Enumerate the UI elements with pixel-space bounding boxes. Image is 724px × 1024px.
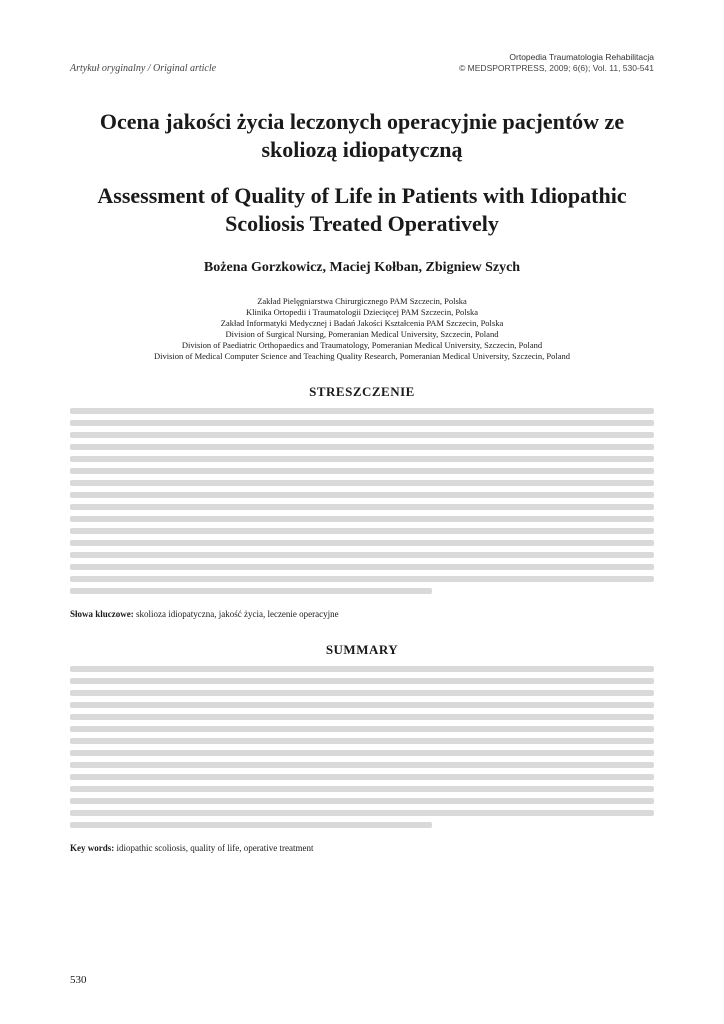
keywords-label: Key words: <box>70 843 115 853</box>
article-page <box>70 52 654 854</box>
affiliation: Division of Paediatric Orthopaedics and Traumatology, Pomeranian Medical University, Szczecin, Poland <box>181 340 543 350</box>
affiliation-list <box>70 296 654 362</box>
affiliation: Klinika Ortopedii i Traumatologii Dziecięcej PAM Szczecin, Polska <box>246 307 478 317</box>
keywords-label: Słowa kluczowe: <box>70 609 134 619</box>
keywords-value: skolioza idiopatyczna, jakość życia, leczenie operacyjne <box>136 609 339 619</box>
keywords-value: idiopathic scoliosis, quality of life, operative treatment <box>116 843 314 853</box>
affiliation: Zakład Pielęgniarstwa Chirurgicznego PAM Szczecin, Polska <box>257 296 467 306</box>
streszczenie-heading: STRESZCZENIE <box>309 384 415 399</box>
running-header <box>70 52 654 74</box>
article-type: Artykuł oryginalny / Original article <box>70 63 217 74</box>
title-polish: Ocena jakości życia leczonych operacyjnie pacjentów ze skoliozą idiopatyczną <box>99 109 625 162</box>
author-list: Bożena Gorzkowicz, Maciej Kołban, Zbigniew Szych <box>203 260 521 275</box>
issue-info: © MEDSPORTPRESS, 2009; 6(6); Vol. 11, 530-541 <box>459 63 654 73</box>
summary-heading: SUMMARY <box>325 642 399 657</box>
abstract-polish-placeholder <box>70 408 654 594</box>
affiliation: Division of Surgical Nursing, Pomeranian Medical University, Szczecin, Poland <box>225 329 499 339</box>
journal-info <box>459 52 654 74</box>
page-number: 530 <box>70 974 87 986</box>
abstract-english-placeholder <box>70 666 654 828</box>
affiliation: Division of Medical Computer Science and Teaching Quality Research, Pomeranian Medical University, Szczecin, Poland <box>153 351 571 361</box>
affiliation: Zakład Informatyki Medycznej i Badań Jakości Kształcenia PAM Szczecin, Polska <box>220 318 504 328</box>
keywords-polish <box>70 608 654 620</box>
journal-name: Ortopedia Traumatologia Rehabilitacja <box>509 52 654 62</box>
title-english: Assessment of Quality of Life in Patients with Idiopathic Scoliosis Treated Operatively <box>97 183 627 236</box>
keywords-english <box>70 842 654 854</box>
